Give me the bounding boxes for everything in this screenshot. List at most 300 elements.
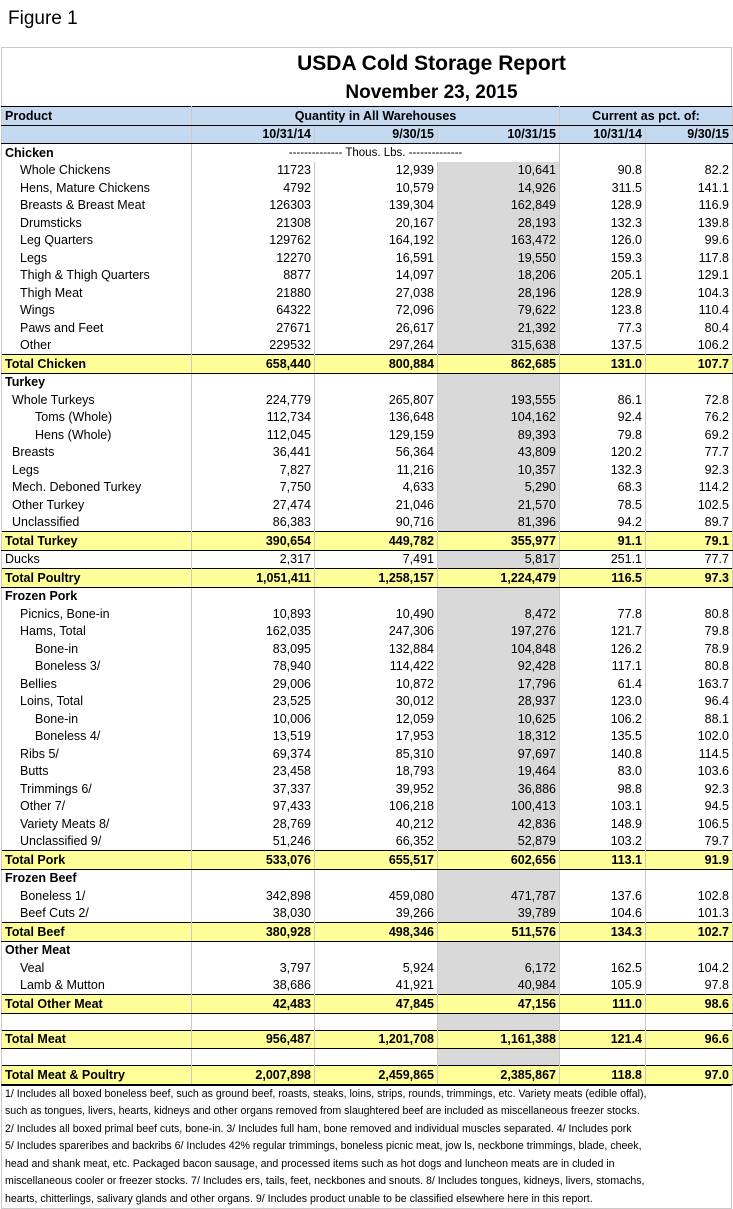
header-row-1 <box>2 107 733 126</box>
value-cell: 17,953 <box>315 728 438 746</box>
product-header: Product <box>2 107 192 126</box>
unit-label: -------------- Thous. Lbs. -------------- <box>192 144 560 162</box>
product-name: Other <box>2 337 192 355</box>
value-cell: 78.5 <box>560 496 646 514</box>
table-row <box>2 763 733 781</box>
footnotes <box>1 1085 732 1209</box>
value-cell: 471,787 <box>438 887 560 905</box>
value-cell: 132.3 <box>560 461 646 479</box>
section-row <box>2 144 733 162</box>
table-row <box>2 214 733 232</box>
value-cell: 107.7 <box>646 355 733 374</box>
blank-cell <box>315 869 438 887</box>
value-cell: 19,550 <box>438 249 560 267</box>
cold-storage-report <box>1 47 732 1209</box>
table-row <box>2 514 733 532</box>
blank-cell <box>192 941 315 959</box>
table-row <box>2 391 733 409</box>
value-cell: 97.8 <box>646 977 733 995</box>
value-cell: 26,617 <box>315 319 438 337</box>
value-cell: 106.2 <box>646 337 733 355</box>
value-cell: 27,474 <box>192 496 315 514</box>
blank-cell <box>646 587 733 605</box>
blank-cell <box>438 587 560 605</box>
blank-cell <box>192 1013 315 1030</box>
col-header: 9/30/15 <box>646 125 733 144</box>
value-cell: 2,459,865 <box>315 1066 438 1085</box>
value-cell: 106.5 <box>646 815 733 833</box>
blank-cell <box>192 587 315 605</box>
table-row <box>2 833 733 851</box>
value-cell: 162,035 <box>192 623 315 641</box>
value-cell: 136,648 <box>315 409 438 427</box>
value-cell: 121.7 <box>560 623 646 641</box>
product-name: Legs <box>2 249 192 267</box>
table-row <box>2 550 733 569</box>
footnote-line: 5/ Includes spareribes and backribs 6/ Includes 42% regular trimmings, boneless picnic meat, jow ls, neckbone trimmings, blade, cheek, <box>5 1138 731 1156</box>
value-cell: 77.7 <box>646 550 733 569</box>
table-row <box>2 409 733 427</box>
value-cell: 13,519 <box>192 728 315 746</box>
table-row <box>2 496 733 514</box>
value-cell: 4792 <box>192 179 315 197</box>
header-row-2 <box>2 125 733 144</box>
product-name: Ducks <box>2 550 192 569</box>
value-cell: 162,849 <box>438 197 560 215</box>
product-name: Legs <box>2 461 192 479</box>
value-cell: 76.2 <box>646 409 733 427</box>
value-cell: 56,364 <box>315 444 438 462</box>
blank-row <box>2 1049 733 1066</box>
blank-cell <box>646 941 733 959</box>
quantity-header: Quantity in All Warehouses <box>192 107 560 126</box>
value-cell: 129.1 <box>646 267 733 285</box>
blank-cell <box>315 587 438 605</box>
value-cell: 21,570 <box>438 496 560 514</box>
value-cell: 18,206 <box>438 267 560 285</box>
section-row <box>2 941 733 959</box>
blank-cell <box>646 1013 733 1030</box>
table-row <box>2 905 733 923</box>
product-name: Total Turkey <box>2 532 192 551</box>
value-cell: 265,807 <box>315 391 438 409</box>
blank-cell <box>560 1049 646 1066</box>
value-cell: 77.3 <box>560 319 646 337</box>
table-row <box>2 780 733 798</box>
value-cell: 92,428 <box>438 658 560 676</box>
table-row <box>2 284 733 302</box>
value-cell: 82.2 <box>646 162 733 180</box>
product-name: Toms (Whole) <box>2 409 192 427</box>
table-row <box>2 640 733 658</box>
value-cell: 92.3 <box>646 461 733 479</box>
product-name: Whole Turkeys <box>2 391 192 409</box>
value-cell: 102.7 <box>646 923 733 942</box>
value-cell: 1,161,388 <box>438 1030 560 1049</box>
value-cell: 533,076 <box>192 851 315 870</box>
value-cell: 80.8 <box>646 605 733 623</box>
blank-cell <box>192 1049 315 1066</box>
value-cell: 66,352 <box>315 833 438 851</box>
value-cell: 193,555 <box>438 391 560 409</box>
value-cell: 102.5 <box>646 496 733 514</box>
table-row <box>2 479 733 497</box>
table-row <box>2 197 733 215</box>
value-cell: 140.8 <box>560 745 646 763</box>
value-cell: 28,937 <box>438 693 560 711</box>
col-header: 9/30/15 <box>315 125 438 144</box>
blank-cell <box>192 373 315 391</box>
value-cell: 80.4 <box>646 319 733 337</box>
value-cell: 8,472 <box>438 605 560 623</box>
product-name: Hens, Mature Chickens <box>2 179 192 197</box>
value-cell: 2,007,898 <box>192 1066 315 1085</box>
value-cell: 43,809 <box>438 444 560 462</box>
blank-cell <box>560 373 646 391</box>
value-cell: 11,216 <box>315 461 438 479</box>
value-cell: 1,224,479 <box>438 569 560 588</box>
product-name: Thigh Meat <box>2 284 192 302</box>
product-name: Whole Chickens <box>2 162 192 180</box>
value-cell: 96.6 <box>646 1030 733 1049</box>
product-name: Bone-in <box>2 710 192 728</box>
value-cell: 79.8 <box>560 426 646 444</box>
blank-cell <box>438 1013 560 1030</box>
value-cell: 311.5 <box>560 179 646 197</box>
value-cell: 79.7 <box>646 833 733 851</box>
product-name: Total Other Meat <box>2 995 192 1014</box>
value-cell: 14,097 <box>315 267 438 285</box>
value-cell: 7,827 <box>192 461 315 479</box>
value-cell: 1,051,411 <box>192 569 315 588</box>
value-cell: 126.0 <box>560 232 646 250</box>
value-cell: 79.8 <box>646 623 733 641</box>
value-cell: 224,779 <box>192 391 315 409</box>
value-cell: 94.5 <box>646 798 733 816</box>
value-cell: 29,006 <box>192 675 315 693</box>
value-cell: 89,393 <box>438 426 560 444</box>
blank-header <box>2 125 192 144</box>
value-cell: 38,686 <box>192 977 315 995</box>
value-cell: 40,212 <box>315 815 438 833</box>
value-cell: 10,006 <box>192 710 315 728</box>
value-cell: 162.5 <box>560 959 646 977</box>
product-name: Hams, Total <box>2 623 192 641</box>
product-name: Turkey <box>2 373 192 391</box>
value-cell: 12,059 <box>315 710 438 728</box>
value-cell: 36,886 <box>438 780 560 798</box>
table-row <box>2 444 733 462</box>
value-cell: 28,196 <box>438 284 560 302</box>
section-row <box>2 587 733 605</box>
value-cell: 97,697 <box>438 745 560 763</box>
value-cell: 956,487 <box>192 1030 315 1049</box>
table-row <box>2 693 733 711</box>
value-cell: 12270 <box>192 249 315 267</box>
value-cell: 86.1 <box>560 391 646 409</box>
value-cell: 10,579 <box>315 179 438 197</box>
value-cell: 30,012 <box>315 693 438 711</box>
value-cell: 134.3 <box>560 923 646 942</box>
value-cell: 655,517 <box>315 851 438 870</box>
value-cell: 104.3 <box>646 284 733 302</box>
value-cell: 97.0 <box>646 1066 733 1085</box>
value-cell: 91.1 <box>560 532 646 551</box>
value-cell: 251.1 <box>560 550 646 569</box>
value-cell: 20,167 <box>315 214 438 232</box>
table-row <box>2 232 733 250</box>
value-cell: 114.2 <box>646 479 733 497</box>
table-row <box>2 461 733 479</box>
blank-cell <box>646 373 733 391</box>
value-cell: 51,246 <box>192 833 315 851</box>
product-name: Leg Quarters <box>2 232 192 250</box>
total-row <box>2 1066 733 1085</box>
value-cell: 79,622 <box>438 302 560 320</box>
value-cell: 38,030 <box>192 905 315 923</box>
value-cell: 10,357 <box>438 461 560 479</box>
product-name: Bone-in <box>2 640 192 658</box>
value-cell: 42,836 <box>438 815 560 833</box>
product-name: Other Turkey <box>2 496 192 514</box>
value-cell: 79.1 <box>646 532 733 551</box>
value-cell: 28,769 <box>192 815 315 833</box>
total-row <box>2 532 733 551</box>
value-cell: 129762 <box>192 232 315 250</box>
value-cell: 116.9 <box>646 197 733 215</box>
value-cell: 21308 <box>192 214 315 232</box>
value-cell: 10,625 <box>438 710 560 728</box>
table-row <box>2 728 733 746</box>
value-cell: 112,734 <box>192 409 315 427</box>
value-cell: 126.2 <box>560 640 646 658</box>
footnote-line: head and shank meat, etc. Packaged bacon sausage, and processed items such as hot dogs and luncheon meats are in cluded in <box>5 1156 731 1174</box>
value-cell: 658,440 <box>192 355 315 374</box>
value-cell: 118.8 <box>560 1066 646 1085</box>
value-cell: 10,893 <box>192 605 315 623</box>
value-cell: 77.7 <box>646 444 733 462</box>
value-cell: 126303 <box>192 197 315 215</box>
value-cell: 114,422 <box>315 658 438 676</box>
value-cell: 83,095 <box>192 640 315 658</box>
table-row <box>2 623 733 641</box>
value-cell: 90.8 <box>560 162 646 180</box>
value-cell: 110.4 <box>646 302 733 320</box>
value-cell: 139.8 <box>646 214 733 232</box>
blank-cell <box>646 1049 733 1066</box>
value-cell: 92.4 <box>560 409 646 427</box>
value-cell: 3,797 <box>192 959 315 977</box>
blank-cell <box>315 1049 438 1066</box>
table-row <box>2 745 733 763</box>
value-cell: 18,793 <box>315 763 438 781</box>
footnote-line: hearts, chitterlings, salivary glands and other organs. 9/ Includes product unable to be classified elsewhere here in this report. <box>5 1191 731 1209</box>
value-cell: 5,817 <box>438 550 560 569</box>
table-row <box>2 605 733 623</box>
value-cell: 112,045 <box>192 426 315 444</box>
value-cell: 16,591 <box>315 249 438 267</box>
value-cell: 205.1 <box>560 267 646 285</box>
product-name: Total Poultry <box>2 569 192 588</box>
product-name: Total Beef <box>2 923 192 942</box>
value-cell: 123.8 <box>560 302 646 320</box>
value-cell: 128.9 <box>560 284 646 302</box>
product-name: Breasts <box>2 444 192 462</box>
product-name: Loins, Total <box>2 693 192 711</box>
product-name: Total Meat <box>2 1030 192 1049</box>
value-cell: 4,633 <box>315 479 438 497</box>
blank-cell <box>315 941 438 959</box>
value-cell: 96.4 <box>646 693 733 711</box>
value-cell: 47,156 <box>438 995 560 1014</box>
table-row <box>2 887 733 905</box>
value-cell: 14,926 <box>438 179 560 197</box>
table-row <box>2 959 733 977</box>
table-row <box>2 337 733 355</box>
product-name: Total Chicken <box>2 355 192 374</box>
value-cell: 5,924 <box>315 959 438 977</box>
value-cell: 68.3 <box>560 479 646 497</box>
blank-cell <box>192 869 315 887</box>
table-row <box>2 815 733 833</box>
product-name: Chicken <box>2 144 192 162</box>
table-row <box>2 179 733 197</box>
product-name: Veal <box>2 959 192 977</box>
value-cell: 11723 <box>192 162 315 180</box>
value-cell: 100,413 <box>438 798 560 816</box>
value-cell: 105.9 <box>560 977 646 995</box>
value-cell: 135.5 <box>560 728 646 746</box>
value-cell: 69,374 <box>192 745 315 763</box>
value-cell: 380,928 <box>192 923 315 942</box>
value-cell: 27,038 <box>315 284 438 302</box>
table-row <box>2 710 733 728</box>
blank-cell <box>438 941 560 959</box>
blank-cell <box>315 1013 438 1030</box>
value-cell: 39,789 <box>438 905 560 923</box>
value-cell: 103.2 <box>560 833 646 851</box>
value-cell: 297,264 <box>315 337 438 355</box>
value-cell: 19,464 <box>438 763 560 781</box>
value-cell: 1,258,157 <box>315 569 438 588</box>
value-cell: 139,304 <box>315 197 438 215</box>
blank-cell <box>560 941 646 959</box>
value-cell: 1,201,708 <box>315 1030 438 1049</box>
value-cell: 85,310 <box>315 745 438 763</box>
blank-cell <box>560 587 646 605</box>
value-cell: 36,441 <box>192 444 315 462</box>
value-cell: 10,490 <box>315 605 438 623</box>
value-cell: 61.4 <box>560 675 646 693</box>
section-row <box>2 869 733 887</box>
product-name: Wings <box>2 302 192 320</box>
value-cell: 88.1 <box>646 710 733 728</box>
value-cell: 163,472 <box>438 232 560 250</box>
product-name: Mech. Deboned Turkey <box>2 479 192 497</box>
value-cell: 106,218 <box>315 798 438 816</box>
value-cell: 390,654 <box>192 532 315 551</box>
blank-cell <box>646 869 733 887</box>
value-cell: 27671 <box>192 319 315 337</box>
product-name: Other 7/ <box>2 798 192 816</box>
value-cell: 102.8 <box>646 887 733 905</box>
value-cell: 116.5 <box>560 569 646 588</box>
total-row <box>2 569 733 588</box>
value-cell: 98.8 <box>560 780 646 798</box>
value-cell: 64322 <box>192 302 315 320</box>
value-cell: 80.8 <box>646 658 733 676</box>
product-name: Beef Cuts 2/ <box>2 905 192 923</box>
total-row <box>2 923 733 942</box>
value-cell: 132.3 <box>560 214 646 232</box>
value-cell: 23,458 <box>192 763 315 781</box>
value-cell: 101.3 <box>646 905 733 923</box>
value-cell: 106.2 <box>560 710 646 728</box>
cold-storage-table <box>1 106 733 1085</box>
footnote-line: 2/ Includes all boxed primal beef cuts, bone-in. 3/ Includes full ham, bone removed and individual muscles separated. 4/ Includes pork <box>5 1121 731 1139</box>
value-cell: 17,796 <box>438 675 560 693</box>
value-cell: 111.0 <box>560 995 646 1014</box>
total-row <box>2 1030 733 1049</box>
value-cell: 10,641 <box>438 162 560 180</box>
blank-cell <box>560 144 646 162</box>
value-cell: 89.7 <box>646 514 733 532</box>
value-cell: 18,312 <box>438 728 560 746</box>
blank-cell <box>646 144 733 162</box>
col-header: 10/31/14 <box>192 125 315 144</box>
value-cell: 498,346 <box>315 923 438 942</box>
value-cell: 121.4 <box>560 1030 646 1049</box>
value-cell: 8877 <box>192 267 315 285</box>
value-cell: 94.2 <box>560 514 646 532</box>
product-name: Lamb & Mutton <box>2 977 192 995</box>
value-cell: 113.1 <box>560 851 646 870</box>
product-name: Unclassified <box>2 514 192 532</box>
value-cell: 449,782 <box>315 532 438 551</box>
value-cell: 148.9 <box>560 815 646 833</box>
value-cell: 459,080 <box>315 887 438 905</box>
value-cell: 91.9 <box>646 851 733 870</box>
product-name: Frozen Pork <box>2 587 192 605</box>
section-row <box>2 373 733 391</box>
product-name: Total Meat & Poultry <box>2 1066 192 1085</box>
footnote-line: miscellaneous cooler or freezer stocks. 7/ Includes ers, tails, feet, neckbones and snouts. 8/ Includes tongues, kidneys, livers, stomachs, <box>5 1173 731 1191</box>
blank-cell <box>2 1013 192 1030</box>
value-cell: 78.9 <box>646 640 733 658</box>
value-cell: 69.2 <box>646 426 733 444</box>
value-cell: 78,940 <box>192 658 315 676</box>
value-cell: 72.8 <box>646 391 733 409</box>
table-row <box>2 162 733 180</box>
table-row <box>2 977 733 995</box>
blank-cell <box>315 373 438 391</box>
product-name: Boneless 3/ <box>2 658 192 676</box>
value-cell: 511,576 <box>438 923 560 942</box>
product-name: Butts <box>2 763 192 781</box>
blank-cell <box>438 373 560 391</box>
value-cell: 72,096 <box>315 302 438 320</box>
value-cell: 92.3 <box>646 780 733 798</box>
value-cell: 2,385,867 <box>438 1066 560 1085</box>
value-cell: 132,884 <box>315 640 438 658</box>
value-cell: 129,159 <box>315 426 438 444</box>
value-cell: 104.2 <box>646 959 733 977</box>
value-cell: 229532 <box>192 337 315 355</box>
blank-cell <box>560 1013 646 1030</box>
footnote-line: such as tongues, livers, hearts, kidneys and other organs removed from slaughtered beef are included as miscellaneous freezer stocks. <box>5 1103 731 1121</box>
value-cell: 123.0 <box>560 693 646 711</box>
value-cell: 104,848 <box>438 640 560 658</box>
